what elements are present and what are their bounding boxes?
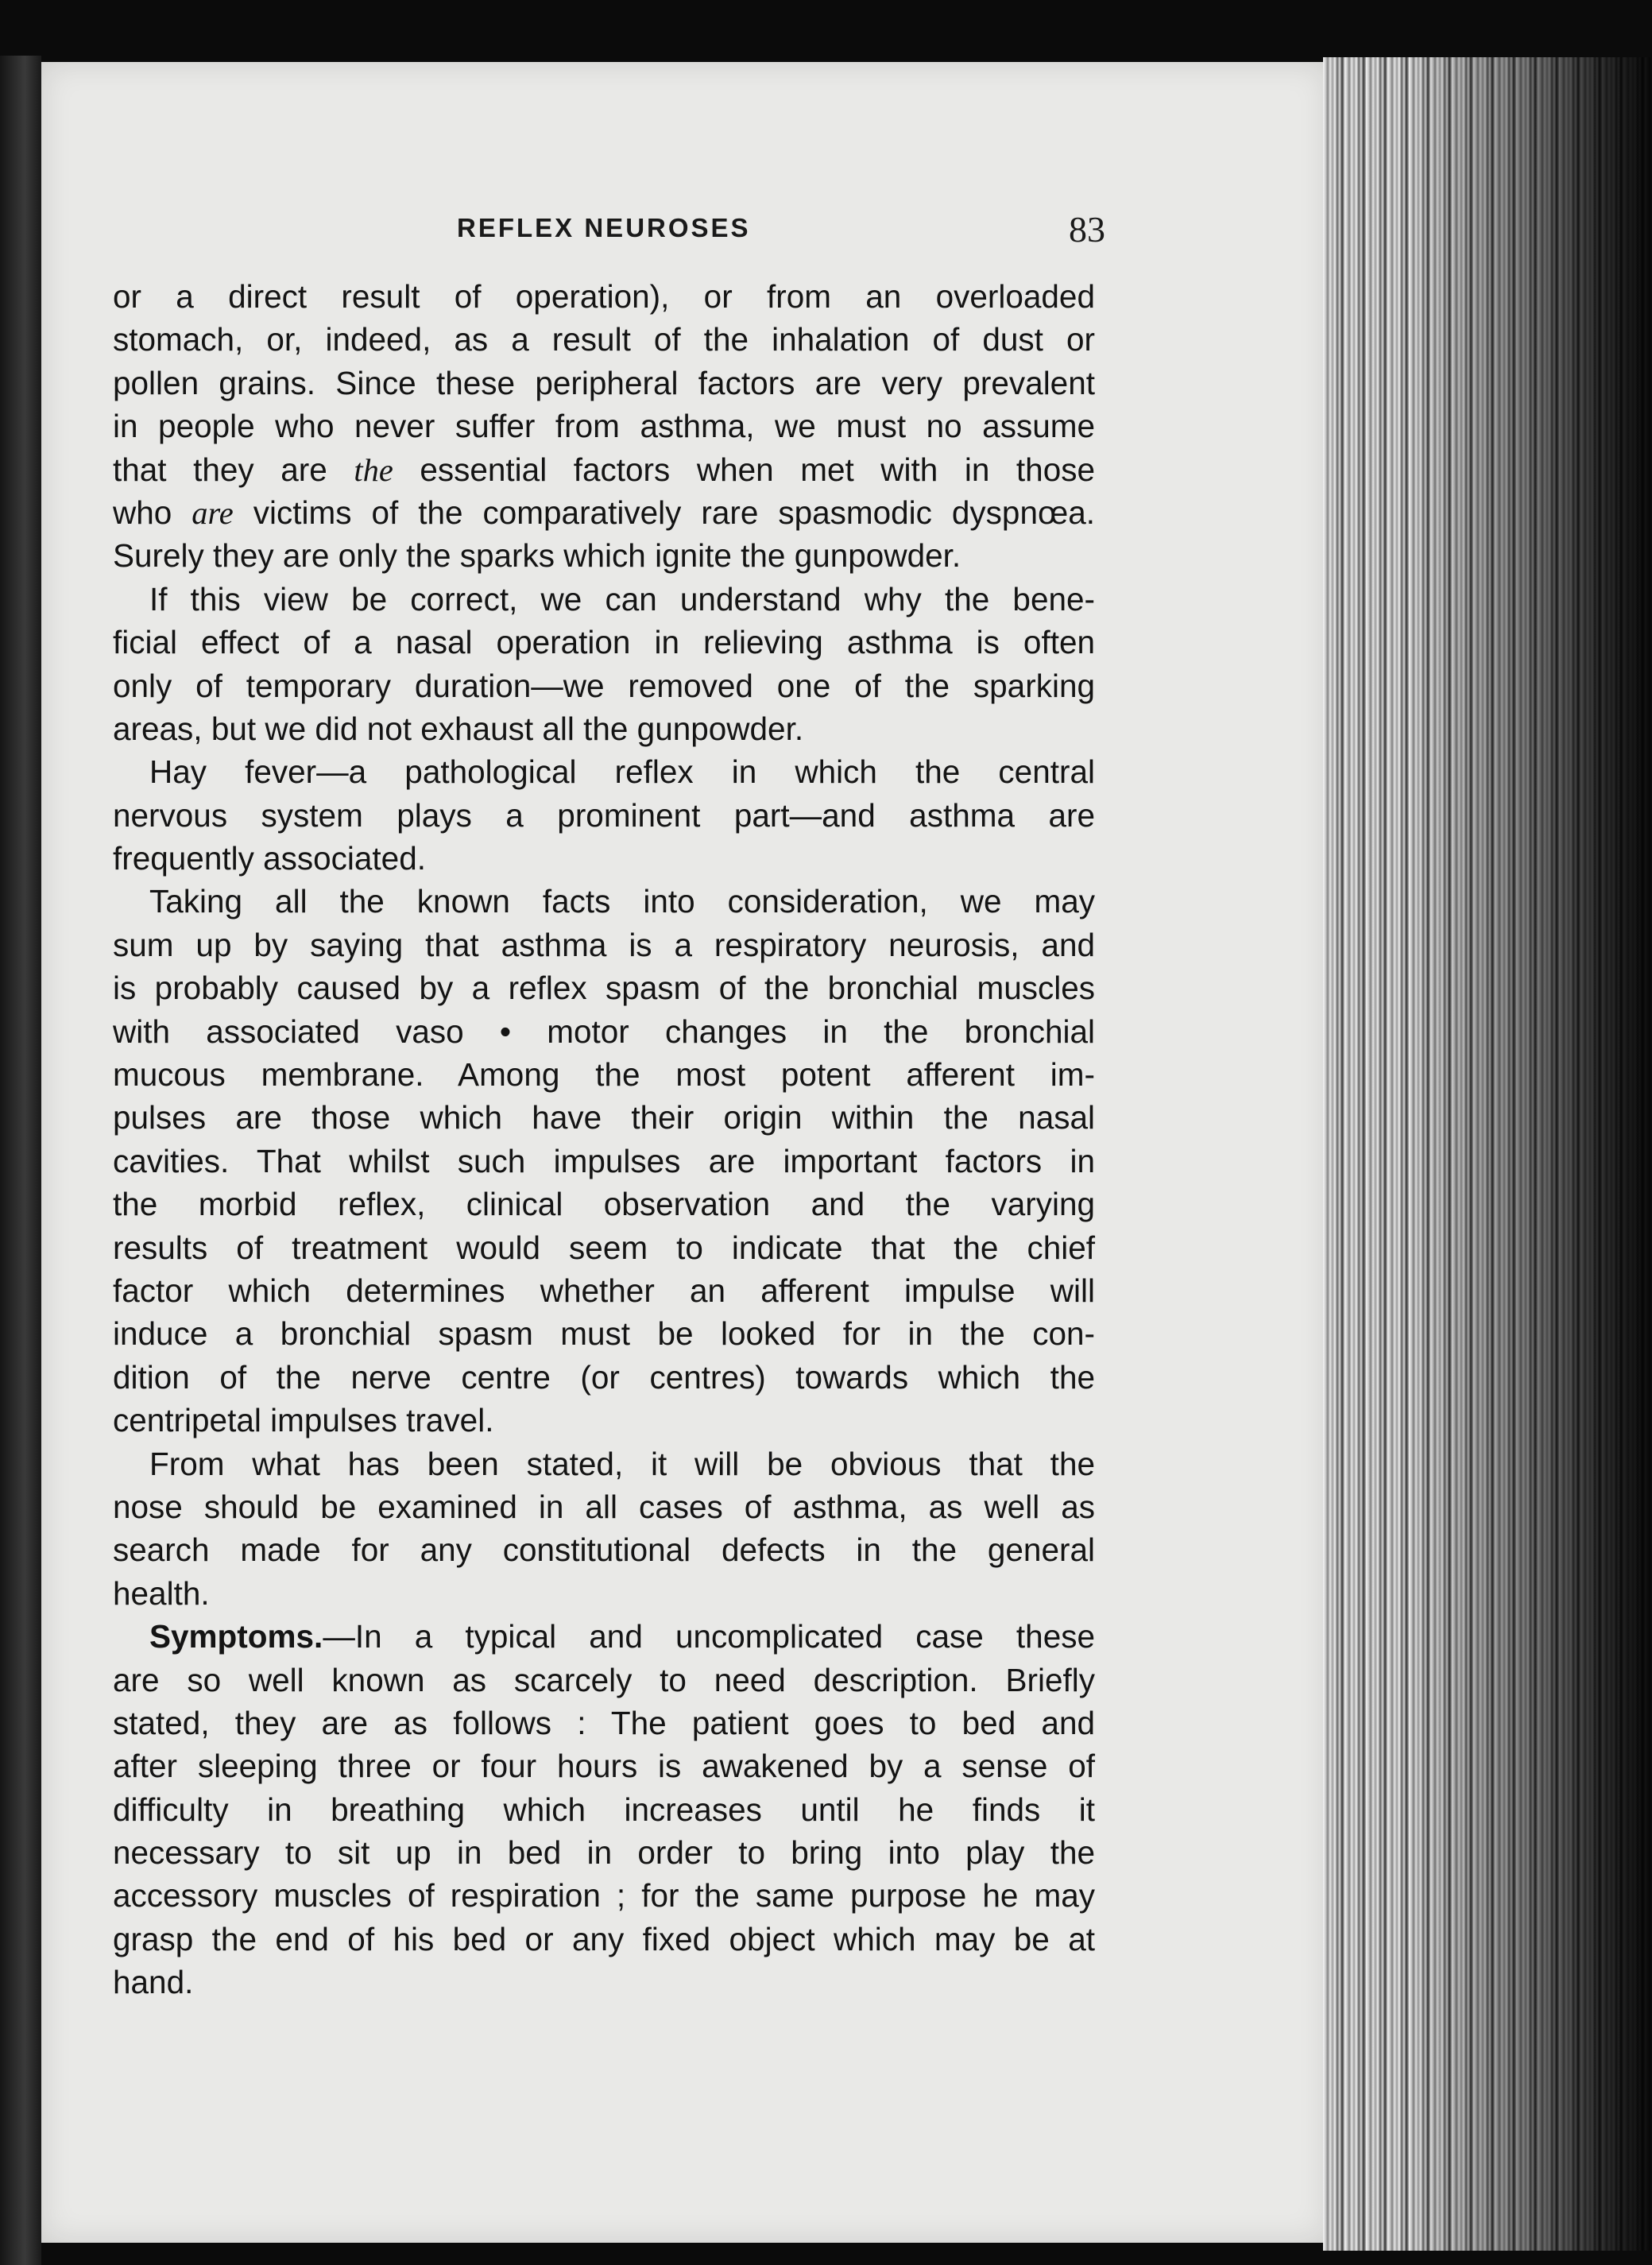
text-line: health. <box>113 1574 210 1612</box>
text-segment: essential factors when met with in those <box>420 451 1095 488</box>
text-line: search made for any constitutional defects in the general <box>113 1531 1095 1569</box>
text-line: Taking all the known facts into consideration, we may <box>149 883 1095 920</box>
text-line: ficial effect of a nasal operation in relieving asthma is often <box>113 624 1095 661</box>
text-line: nose should be examined in all cases of asthma, as well as <box>113 1488 1095 1525</box>
text-line: induce a bronchial spasm must be looked for in the con- <box>113 1315 1095 1353</box>
paragraph-2 <box>113 578 1095 751</box>
text-line: frequently associated. <box>113 840 426 877</box>
text-line: grasp the end of his bed or any fixed object which may be at <box>113 1920 1095 1957</box>
text-line: in people who never suffer from asthma, we must no assume <box>113 408 1095 445</box>
text-line: difficulty in breathing which increases until he finds it <box>113 1791 1095 1828</box>
text-line: hand. <box>113 1964 194 2001</box>
text-segment: victims of the comparatively rare spasmodic dyspnœa. <box>253 494 1095 531</box>
text-line: pulses are those which have their origin within the nasal <box>113 1099 1095 1136</box>
text-line: From what has been stated, it will be obvious that the <box>149 1445 1095 1482</box>
text-line: only of temporary duration—we removed one of the sparking <box>113 667 1095 704</box>
text-line: is probably caused by a reflex spasm of the bronchial muscles <box>113 970 1095 1007</box>
text-segment: —In a typical and uncomplicated case these <box>323 1618 1095 1655</box>
paragraph-5 <box>113 1442 1095 1616</box>
italic-word: the <box>354 451 393 488</box>
page-number: 83 <box>1069 209 1105 250</box>
italic-word: are <box>192 494 234 531</box>
text-line <box>113 491 1095 534</box>
text-line: necessary to sit up in bed in order to bring into play the <box>113 1834 1095 1872</box>
text-line: or a direct result of operation), or from an overloaded <box>113 278 1095 315</box>
text-line: areas, but we did not exhaust all the gunpowder. <box>113 710 804 747</box>
running-head: REFLEX NEUROSES <box>457 213 751 242</box>
text-segment: that they are <box>113 451 327 488</box>
paragraph-1 <box>113 275 1095 578</box>
text-line: dition of the nerve centre (or centres) towards which the <box>113 1358 1095 1396</box>
text-line: the morbid reflex, clinical observation and the varying <box>113 1186 1095 1223</box>
text-line: accessory muscles of respiration ; for the same purpose he may <box>113 1877 1095 1915</box>
text-line <box>113 1615 1095 1658</box>
section-heading: Symptoms. <box>149 1618 323 1655</box>
text-segment: who <box>113 494 172 531</box>
text-line: stomach, or, indeed, as a result of the inhalation of dust or <box>113 321 1095 358</box>
text-line: pollen grains. Since these peripheral factors are very prevalent <box>113 364 1095 401</box>
paragraph-6 <box>113 1615 1095 2004</box>
text-line: with associated vaso • motor changes in the bronchial <box>113 1012 1095 1050</box>
paragraph-3 <box>113 750 1095 880</box>
text-line: mucous membrane. Among the most potent afferent im- <box>113 1056 1095 1094</box>
paragraph-4 <box>113 880 1095 1442</box>
text-line: after sleeping three or four hours is awakened by a sense of <box>113 1748 1095 1785</box>
text-line: nervous system plays a prominent part—and asthma are <box>113 796 1095 834</box>
text-line: cavities. That whilst such impulses are important factors in <box>113 1142 1095 1179</box>
text-line: sum up by saying that asthma is a respiratory neurosis, and <box>113 926 1095 963</box>
page-stack-shadow <box>1323 57 1652 2251</box>
text-line: centripetal impulses travel. <box>113 1402 494 1439</box>
text-line: are so well known as scarcely to need description. Briefly <box>113 1661 1095 1698</box>
book-cover-edge <box>0 56 41 2265</box>
text-line: results of treatment would seem to indicate that the chief <box>113 1229 1095 1266</box>
text-line: factor which determines whether an afferent impulse will <box>113 1272 1095 1309</box>
text-line: stated, they are as follows : The patient goes to bed and <box>113 1704 1095 1741</box>
text-line: Surely they are only the sparks which ignite the gunpowder. <box>113 537 961 575</box>
text-line: Hay fever—a pathological reflex in which the central <box>149 753 1095 791</box>
text-line: If this view be correct, we can understand why the bene- <box>149 580 1095 618</box>
body-text <box>113 275 1095 2004</box>
text-line <box>113 448 1095 491</box>
